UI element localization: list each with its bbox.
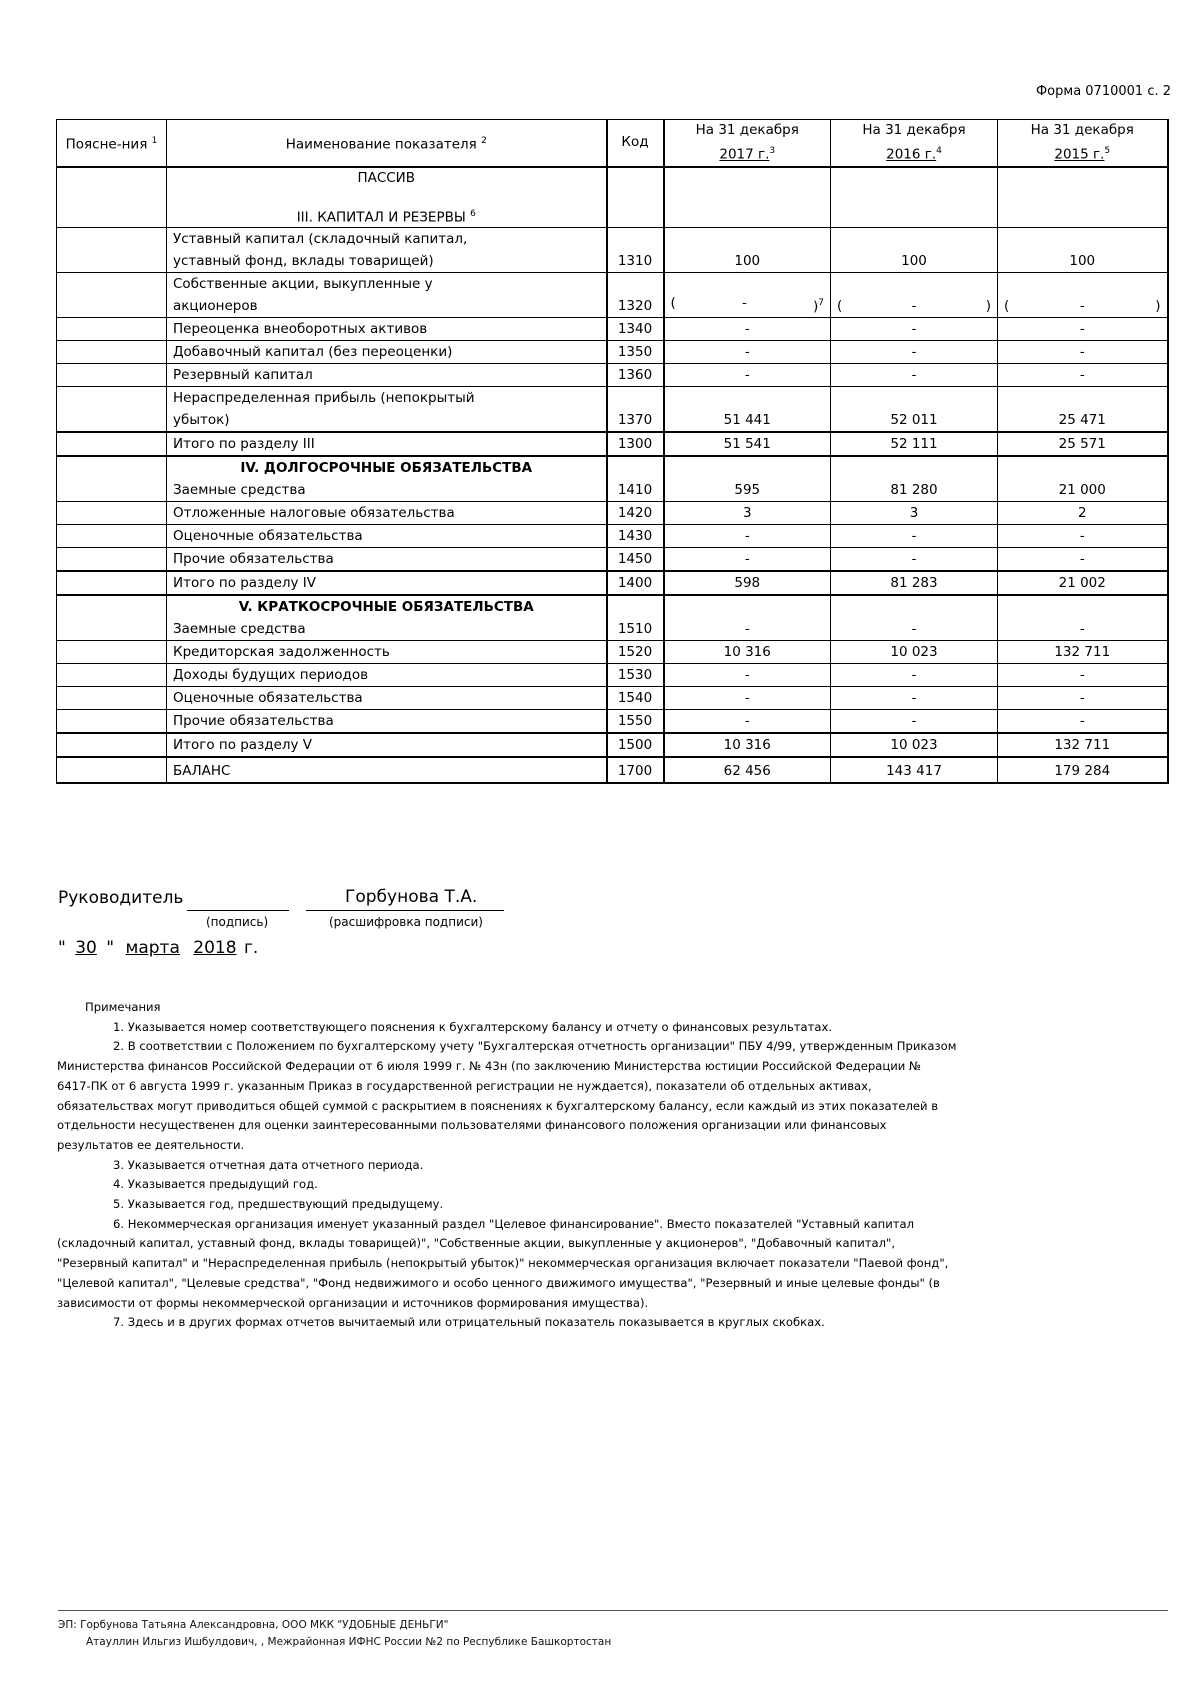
- note-item: 1. Указывается номер соответствующего пояснения к бухгалтерскому балансу и отчету о финансовых результатах.: [113, 1019, 833, 1034]
- table-row: Оценочные обязательства 1540 - - -: [57, 687, 1168, 710]
- electronic-signature-footer: [58, 1610, 1168, 1651]
- signature-name: Горбунова Т.А.: [345, 887, 478, 907]
- col-2016-header: На 31 декабря 2016 г.$^4$: [831, 120, 998, 167]
- table-row: V. КРАТКОСРОЧНЫЕ ОБЯЗАТЕЛЬСТВА Заемные средства 1510 - - -: [57, 595, 1168, 641]
- table-row: Доходы будущих периодов 1530 - - -: [57, 664, 1168, 687]
- footer-line-2: Атауллин Ильгиз Ишбулдович, , Межрайонная ИФНС России №2 по Республике Башкортостан: [86, 1636, 612, 1648]
- table-row: IV. ДОЛГОСРОЧНЫЕ ОБЯЗАТЕЛЬСТВА Заемные средства 1410 595 81 280 21 000: [57, 456, 1168, 502]
- notes-block: [57, 998, 957, 1333]
- note-item: 6. Некоммерческая организация именует указанный раздел "Целевое финансирование". Вместо показателей "Уставный капитал (складочный капитал, уставный фонд, вклады товарищей)", "Собственные акции, выкупленные у акционеров", "Добавочный капитал", "Резервный капитал" и "Нераспределенная прибыль (непокрытый убыток)" некоммерческая организация включает показатели "Паевой фонд", "Целевой капитал", "Целевые средства", "Фонд недвижимого и особо ценного движимого имущества", "Резервный и иные целевые фонды" (в зависимости от формы некоммерческой организации и источников формирования имущества).: [57, 1216, 949, 1310]
- table-row: Прочие обязательства 1550 - - -: [57, 710, 1168, 734]
- table-row: Собственные акции, выкупленные у акционеров 1320 ( - )$^7$ ( - ) ( - ): [57, 273, 1168, 318]
- note-item: 4. Указывается предыдущий год.: [113, 1177, 318, 1192]
- table-row: Нераспределенная прибыль (непокрытый убыток) 1370 51 441 52 011 25 471: [57, 387, 1168, 433]
- col-name-header: Наименование показателя $^2$: [167, 120, 607, 167]
- table-row: Оценочные обязательства 1430 - - -: [57, 525, 1168, 548]
- table-row: Переоценка внеоборотных активов 1340 - - -: [57, 318, 1168, 341]
- table-row: Добавочный капитал (без переоценки) 1350 - - -: [57, 341, 1168, 364]
- note-item: 5. Указывается год, предшествующий предыдущему.: [113, 1197, 444, 1212]
- note-item: 2. В соответствии с Положением по бухгалтерскому учету "Бухгалтерская отчетность организации" ПБУ 4/99, утвержденным Приказом Министерства финансов Российской Федерации от 6 июля 1999 г. № 43н (по заключению Министерства юстиции Российской Федерации № 6417-ПК от 6 августа 1999 г. указанным Приказ в государственной регистрации не нуждается), показатели об отдельных активах, обязательствах могут приводиться общей суммой с раскрытием в пояснениях к бухгалтерскому балансу, если каждый из этих показателей в отдельности несущественен для оценки заинтересованными пользователями финансового положения организации или финансовых результатов ее деятельности.: [57, 1039, 957, 1152]
- signature-date: " 30 " марта 2018 г.: [58, 938, 259, 958]
- signature-decode-line: [306, 896, 504, 911]
- notes-title: Примечания: [85, 1000, 161, 1014]
- form-number: Форма 0710001 с. 2: [1035, 84, 1171, 99]
- total-row-section-5: Итого по разделу V 1500 10 316 10 023 132 711: [57, 733, 1168, 757]
- col-2017-header: На 31 декабря 2017 г.$^3$: [664, 120, 831, 167]
- section-3-title: III. КАПИТАЛ И РЕЗЕРВЫ $^6$: [296, 208, 476, 225]
- signature-decode-caption: (расшифровка подписи): [329, 915, 483, 929]
- signature-role: Руководитель: [58, 888, 184, 908]
- balance-total-row: БАЛАНС 1700 62 456 143 417 179 284: [57, 757, 1168, 783]
- col-2015-header: На 31 декабря 2015 г.$^5$: [998, 120, 1168, 167]
- table-row: Прочие обязательства 1450 - - -: [57, 548, 1168, 572]
- section-header-row: [57, 167, 1168, 228]
- table-row: Резервный капитал 1360 - - -: [57, 364, 1168, 387]
- table-row: Отложенные налоговые обязательства 1420 3 3 2: [57, 502, 1168, 525]
- total-row-section-3: Итого по разделу III 1300 51 541 52 111 25 571: [57, 432, 1168, 456]
- note-item: 7. Здесь и в других формах отчетов вычитаемый или отрицательный показатель показывается в круглых скобках.: [113, 1315, 825, 1330]
- col-note-header: Поясне-ния $^1$: [57, 120, 167, 167]
- balance-sheet-table: [56, 119, 1169, 784]
- total-row-section-4: Итого по разделу IV 1400 598 81 283 21 002: [57, 571, 1168, 595]
- table-row: Уставный капитал (складочный капитал, уставный фонд, вклады товарищей) 1310 100 100 100: [57, 228, 1168, 273]
- section-5-title: V. КРАТКОСРОЧНЫЕ ОБЯЗАТЕЛЬСТВА: [238, 599, 534, 615]
- signature-caption: (подпись): [206, 915, 269, 929]
- table-row: Кредиторская задолженность 1520 10 316 10 023 132 711: [57, 641, 1168, 664]
- table-header-row: [57, 120, 1168, 167]
- footer-line-1: ЭП: Горбунова Татьяна Александровна, ООО МКК "УДОБНЫЕ ДЕНЬГИ": [58, 1619, 449, 1631]
- section-4-title: IV. ДОЛГОСРОЧНЫЕ ОБЯЗАТЕЛЬСТВА: [240, 460, 533, 476]
- col-code-header: Код: [607, 120, 664, 167]
- note-item: 3. Указывается отчетная дата отчетного периода.: [113, 1157, 424, 1172]
- signature-line: [187, 896, 289, 911]
- section-passive-title: ПАССИВ: [357, 169, 416, 186]
